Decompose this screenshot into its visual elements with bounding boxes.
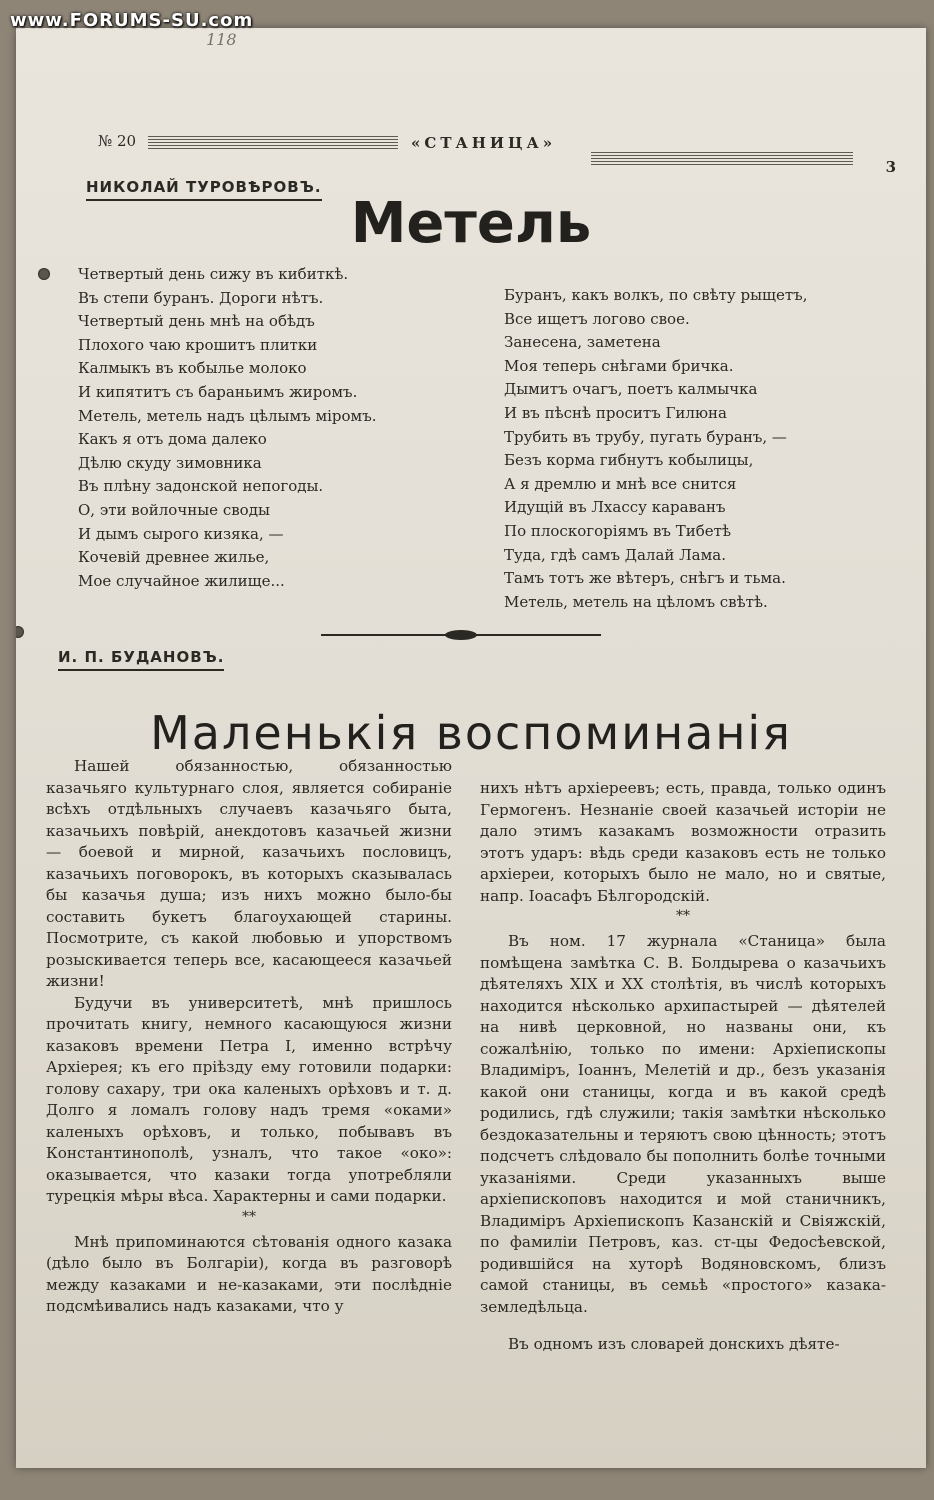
poem-line: Моя теперь снѣгами бричка. <box>504 356 734 375</box>
article-column-right <box>480 778 886 1356</box>
punch-hole <box>38 268 50 280</box>
poem-line: Занесена, заметена <box>504 333 661 352</box>
poem-column-right <box>504 284 808 614</box>
poem-line: Трубить въ трубу, пугать буранъ, — <box>504 427 787 446</box>
article-paragraph: нихъ нѣтъ архіереевъ; есть, правда, только одинъ Гермогенъ. Незнаніе своей казачьей исторіи не дало этимъ казакамъ возможности отразить этотъ ударъ: вѣдь среди казаковъ есть не только архіереи, которыхъ было не мало, но и святые, напр. Іоасафъ Бѣлгородскій. <box>480 779 886 905</box>
poem-author: НИКОЛАЙ ТУРОВѢРОВЪ. <box>86 178 322 201</box>
article-author: И. П. БУДАНОВЪ. <box>58 648 224 671</box>
article-paragraph: Въ одномъ изъ словарей донскихъ дѣяте- <box>508 1335 840 1353</box>
handwritten-note: 118 <box>206 30 237 49</box>
newspaper-page <box>16 28 926 1468</box>
article-column-left <box>46 756 452 1318</box>
article-paragraph: Будучи въ университетѣ, мнѣ пришлось прочитать книгу, немного касающуюся жизни казаковъ времени Петра I, именно встрѣчу Архіерея; къ его пріѣзду ему готовили подарки: голову сахару, три ока каленыхъ орѣховъ и т. д. Долго я ломалъ голову надъ тремя «оками» каленыхъ орѣховъ, и только, побывавъ въ Константинополѣ, узналъ, что такое «око»: оказывается, что казаки тогда употребляли турецкія мѣры вѣса. Характерны и сами подарки. <box>46 993 452 1205</box>
page-header <box>16 132 926 176</box>
poem-line: Метель, метель на цѣломъ свѣтѣ. <box>504 592 768 611</box>
poem-line: Кочевій древнее жилье, <box>78 548 270 567</box>
poem-line: Туда, гдѣ самъ Далай Лама. <box>504 545 726 564</box>
section-divider-ornament <box>321 628 601 642</box>
issue-number: № 20 <box>98 132 137 150</box>
page-number: 3 <box>885 158 896 176</box>
magazine-title: «СТАНИЦА» <box>411 134 557 152</box>
poem-line: Дѣлю скуду зимовника <box>78 453 262 472</box>
section-separator: ** <box>676 908 690 924</box>
punch-hole <box>16 626 24 638</box>
header-rule-right <box>591 152 853 166</box>
poem-line: Безъ корма гибнутъ кобылицы, <box>504 451 754 470</box>
poem-line: Плохого чаю крошитъ плитки <box>78 335 318 354</box>
poem-line: Тамъ тотъ же вѣтеръ, снѣгъ и тьма. <box>504 569 786 588</box>
poem-line: И дымъ сырого кизяка, — <box>78 524 284 543</box>
header-rule-left <box>148 136 398 150</box>
poem-title: Метель <box>350 191 592 256</box>
poem-line: Какъ я отъ дома далеко <box>78 430 267 449</box>
poem-line: Идущій въ Лхассу караванъ <box>504 498 726 517</box>
site-watermark: www.FORUMS-SU.com <box>10 10 254 31</box>
poem-line: И въ пѣснѣ проситъ Гилюна <box>504 403 727 422</box>
poem-line: Въ плѣну задонской непогоды. <box>78 477 324 496</box>
article-paragraph: Въ ном. 17 журнала «Станица» была помѣщена замѣтка С. В. Болдырева о казачьихъ дѣятеляхъ XIX и XX столѣтія, въ числѣ которыхъ находится нѣсколько архипастырей — дѣятелей на нивѣ церковной, но названы они, къ сожалѣнію, только по имени: Архіепископы Владиміръ, Іоаннъ, Мелетій и др., безъ указанія какой они станицы, когда и въ какой средѣ родились, гдѣ служили; такія замѣтки нѣсколько бездоказательны и теряютъ свою цѣнность; этотъ подсчетъ слѣдовало бы пополнить болѣе точными указаніями. Среди указанныхъ выше архіепископовъ находится и мой станичникъ, Владиміръ Архіепископъ Казанскій и Свіяжскій, по фамиліи Петровъ, каз. ст-цы Федосѣевской, родившійся на хуторѣ Водяновскомъ, близъ самой станицы, въ семьѣ «простого» казака-земледѣльца. <box>480 932 886 1316</box>
section-separator: ** <box>242 1208 256 1225</box>
article-paragraph: Нашей обязанностью, обязанностью казачьяго культурнаго слоя, является собираніе всѣхъ отдѣльныхъ случаевъ казачьяго быта, казачьихъ повѣрій, анекдотовъ казачьей жизни — боевой и мирной, казачьихъ пословицъ, казачьихъ поговорокъ, въ которыхъ сказывалась бы казачья душа; изъ нихъ можно было-бы составить букетъ благоухающей старины. Посмотрите, съ какой любовью и упорствомъ розыскивается теперь все, касающееся казачьей жизни! <box>46 757 452 990</box>
poem-line: По плоскогоріямъ въ Тибетѣ <box>504 521 731 540</box>
poem-column-left <box>78 263 377 593</box>
poem-line: Мое случайное жилище... <box>78 571 285 590</box>
article-paragraph: Мнѣ припоминаются сѣтованія одного казака (дѣло было въ Болгаріи), когда въ разговорѣ между казаками и не-казаками, эти послѣдніе подсмѣивались надъ казаками, что у <box>46 1232 452 1315</box>
poem-line: Четвертый день мнѣ на обѣдъ <box>78 312 315 331</box>
poem-line: Метель, метель надъ цѣлымъ міромъ. <box>78 406 377 425</box>
poem-line: Четвертый день сижу въ кибиткѣ. <box>78 265 349 283</box>
poem-line: Дымитъ очагъ, поетъ калмычка <box>504 380 758 399</box>
poem-line: О, эти войлочные своды <box>78 500 270 519</box>
poem-line: Все ищетъ логово свое. <box>504 309 690 328</box>
poem-line: А я дремлю и мнѣ все снится <box>504 474 737 493</box>
poem-line: Буранъ, какъ волкъ, по свѣту рыщетъ, <box>504 286 808 304</box>
poem-line: И кипятитъ съ бараньимъ жиромъ. <box>78 382 358 401</box>
article-title: Маленькія воспоминанія <box>150 706 792 760</box>
poem-line: Въ степи буранъ. Дороги нѣтъ. <box>78 288 324 307</box>
poem-line: Калмыкъ въ кобылье молоко <box>78 359 307 378</box>
